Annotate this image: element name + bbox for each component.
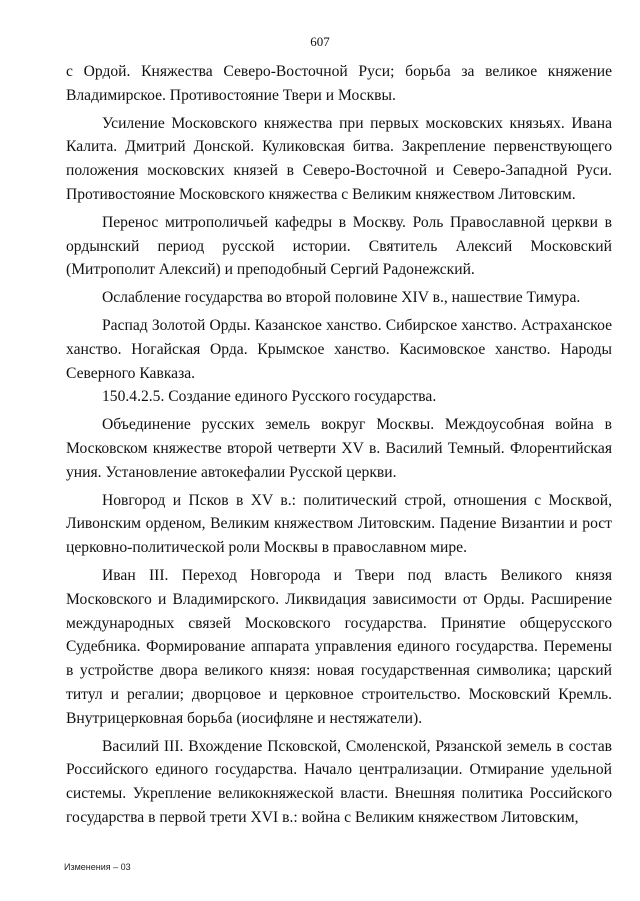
paragraph: Ослабление государства во второй половине XIV в., нашествие Тимура. xyxy=(102,289,581,307)
paragraph: Объединение русских земель вокруг Москвы. Междоусобная война в Московском княжестве второй четверти XV в. Василий Темный. Флорентийская уния. Установление автокефалии Русской церкви. xyxy=(66,416,612,481)
paragraph: Иван III. Переход Новгорода и Твери под власть Великого князя Московского и Владимирского. Ликвидация зависимости от Орды. Расширение международных связей Московского государства. Принятие общерусского Судебника. Формирование аппарата управления единого государства. Перемены в устройстве двора великого князя: новая государственная символика; царский титул и регалии; дворцовое и церковное строительство. Московский Кремль. Внутрицерковная борьба (иосифляне и нестяжатели). xyxy=(66,566,612,727)
paragraph: Распад Золотой Орды. Казанское ханство. Сибирское ханство. Астраханское ханство. Ногайская Орда. Крымское ханство. Касимовское ханство. Народы Северного Кавказа. xyxy=(66,316,612,382)
page-number: 607 xyxy=(310,34,330,49)
footer-revision-note: Изменения – 03 xyxy=(64,862,131,872)
paragraph: Новгород и Псков в XV в.: политический строй, отношения с Москвой, Ливонским орденом, Великим княжеством Литовским. Падение Византии и рост церковно-политической роли Москвы в православном мире. xyxy=(66,491,612,557)
paragraph: Перенос митрополичьей кафедры в Москву. Роль Православной церкви в ордынский период русской истории. Святитель Алексий Московский (Митрополит Алексий) и преподобный Сергий Радонежский. xyxy=(66,213,612,279)
paragraph: с Ордой. Княжества Северо-Восточной Руси; борьба за великое княжение Владимирское. Противостояние Твери и Москвы. xyxy=(66,63,612,104)
section-heading: 150.4.2.5. Создание единого Русского государства. xyxy=(102,388,437,406)
paragraph: Василий III. Вхождение Псковской, Смоленской, Рязанской земель в состав Российского единого государства. Начало централизации. Отмирание удельной системы. Укрепление великокняжеской власти. Внешняя политика Российского государства в первой трети XVI в.: война с Великим княжеством Литовским, xyxy=(66,737,612,826)
paragraph: Усиление Московского княжества при первых московских князьях. Ивана Калита. Дмитрий Донской. Куликовская битва. Закрепление первенствующего положения московских князей в Северо-Восточной и Северо-Западной Руси. Противостояние Московского княжества с Великим княжеством Литовским. xyxy=(66,114,612,203)
body-text xyxy=(66,60,612,830)
